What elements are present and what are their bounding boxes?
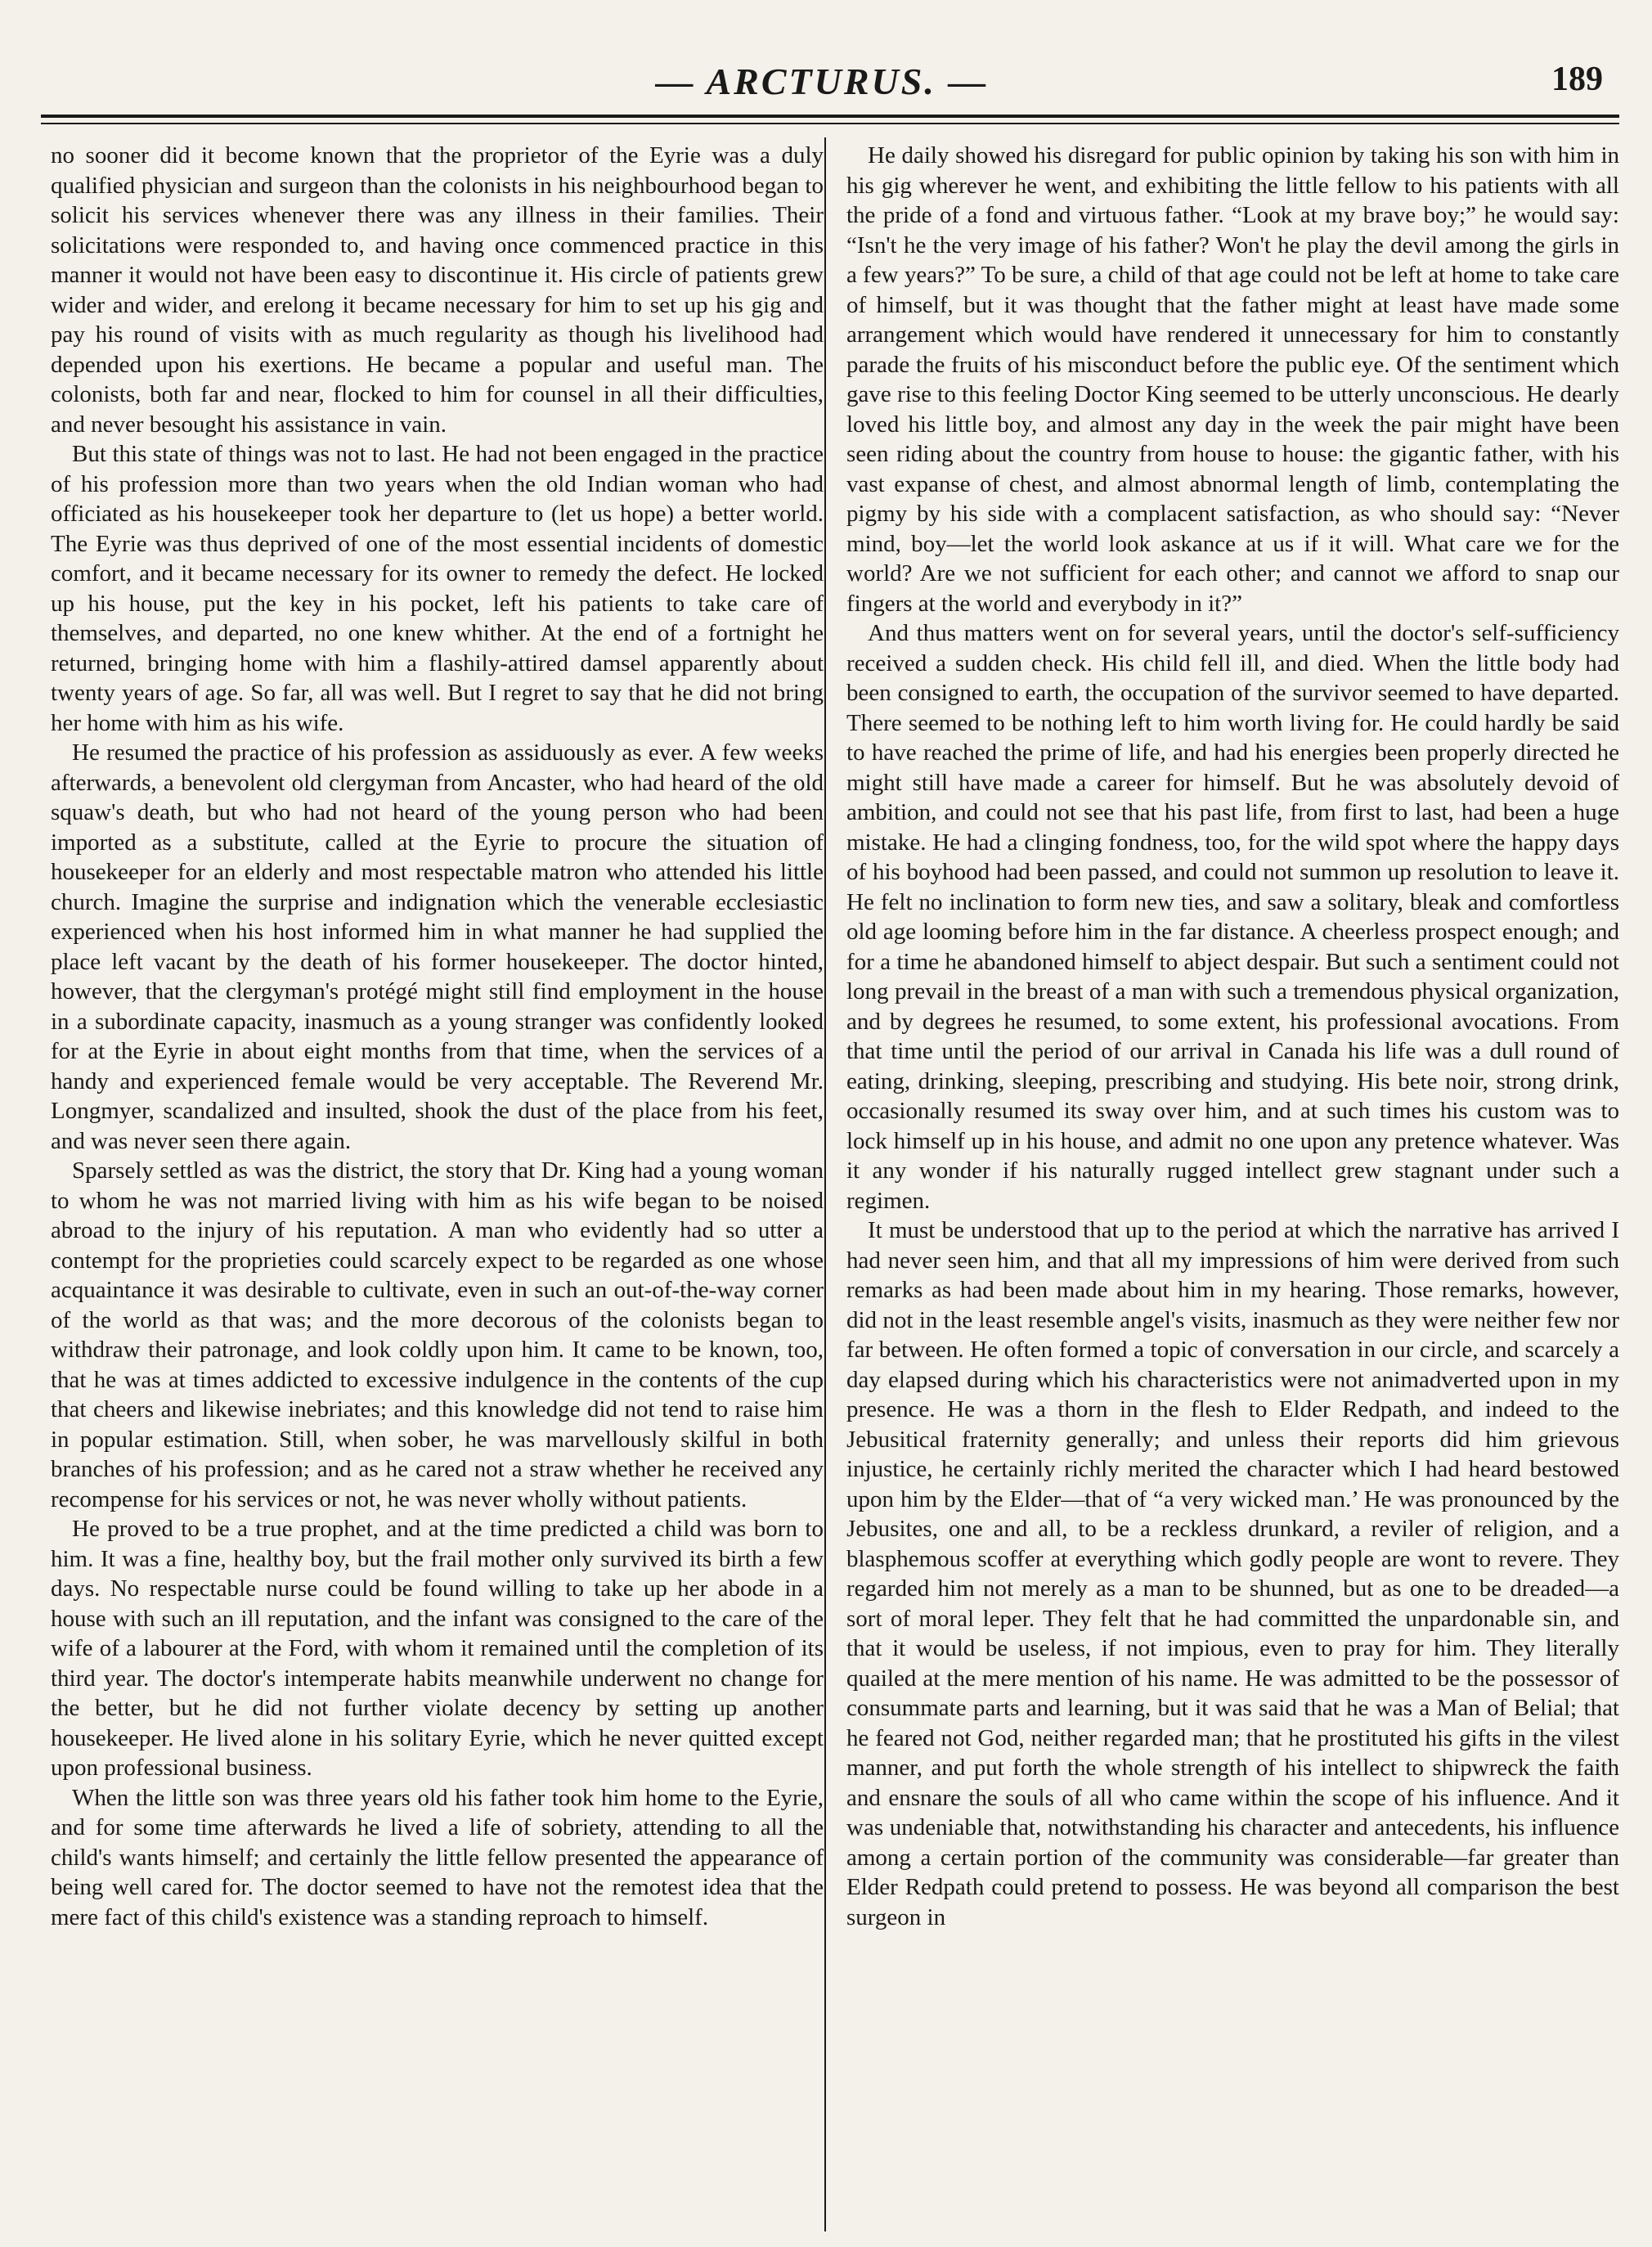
page-header <box>41 45 1603 102</box>
paragraph: Sparsely settled as was the district, the story that Dr. King had a young woman to whom he was not married living with him as his wife began to be noised abroad to the injury of his reputation. A man who evidently had so utter a contempt for the proprieties could scarcely expect to be regarded as one whose acquaintance it was desirable to cultivate, even in such an out-of-the-way corner of the world as that was; and the more decorous of the colonists began to withdraw their patronage, and look coldly upon him. It came to be known, too, that he was at times addicted to excessive indulgence in the contents of the cup that cheers and likewise inebriates; and this knowledge did not tend to raise him in popular estimation. Still, when sober, he was marvellously skilful in both branches of his profession; and as he cared not a straw whether he received any recompense for his services or not, he was never wholly without patients. <box>51 1157 824 1512</box>
paragraph: But this state of things was not to last. He had not been engaged in the practice of his profession more than two years when the old Indian woman who had officiated as his housekeeper took her departure to (let us hope) a better world. The Eyrie was thus deprived of one of the most essential incidents of domestic comfort, and it became necessary for its owner to remedy the defect. He locked up his house, put the key in his pocket, left his patients to take care of themselves, and departed, no one knew whither. At the end of a fortnight he returned, bringing home with him a flashily-attired damsel apparently about twenty years of age. So far, all was well. But I regret to say that he did not bring her home with him as his wife. <box>51 441 824 736</box>
paragraph: And thus matters went on for several years, until the doctor's self-sufficiency received a sudden check. His child fell ill, and died. When the little body had been consigned to earth, the occupation of the survivor seemed to have departed. There seemed to be nothing left to him worth living for. He could hardly be said to have reached the prime of life, and had his energies been properly directed he might still have made a career for himself. But he was absolutely devoid of ambition, and could not see that his past life, from first to last, had been a huge mistake. He had a clinging fondness, too, for the wild spot where the happy days of his boyhood had been passed, and could not summon up resolution to leave it. He felt no inclination to form new ties, and saw a solitary, bleak and comfortless old age looming before him in the far distance. A cheerless prospect enough; and for a time he abandoned himself to abject despair. But such a sentiment could not long prevail in the breast of a man with such a tremendous physical organization, and by degrees he resumed, to some extent, his professional avocations. From that time until the period of our arrival in Canada his life was a dull round of eating, drinking, sleeping, prescribing and studying. His bete noir, strong drink, occasionally resumed its sway over him, and at such times his custom was to lock himself up in his house, and admit no one upon any pretence whatever. Was it any wonder if his naturally rugged intellect grew stagnant under such a regimen. <box>846 620 1619 1214</box>
page-number: 189 <box>1551 61 1603 98</box>
paragraph: no sooner did it become known that the proprietor of the Eyrie was a duly qualified physician and surgeon than the colonists in his neighbourhood began to solicit his services whenever there was any illness in their families. Their solicitations were responded to, and having once commenced practice in this manner it would not have been easy to discontinue it. His circle of patients grew wider and wider, and erelong it became necessary for him to set up his gig and pay his round of visits with as much regularity as though his livelihood had depended upon his exertions. He became a popular and useful man. The colonists, both far and near, flocked to him for counsel in all their difficulties, and never besought his assistance in vain. <box>51 142 824 438</box>
running-title: — ARCTURUS. — <box>655 61 989 102</box>
paragraph: He proved to be a true prophet, and at the time predicted a child was born to him. It was a fine, healthy boy, but the frail mother only survived its birth a few days. No respectable nurse could be found willing to take up her abode in a house with such an ill reputation, and the infant was consigned to the care of the wife of a labourer at the Ford, with whom it remained until the completion of its third year. The doctor's intemperate habits meanwhile underwent no change for the better, but he did not further violate decency by setting up another housekeeper. He lived alone in his solitary Eyrie, which he never quitted except upon professional business. <box>51 1516 824 1781</box>
paragraph: It must be understood that up to the period at which the narrative has arrived I had never seen him, and that all my impressions of him were derived from such remarks as had been made about him in my hearing. Those remarks, however, did not in the least resemble angel's visits, inasmuch as they were neither few nor far between. He often formed a topic of conversation in our circle, and scarcely a day elapsed during which his characteristics were not animadverted upon in my presence. He was a thorn in the flesh to Elder Redpath, and indeed to the Jebusitical fraternity generally; and unless their reports did him grievous injustice, he certainly richly merited the character which I had heard bestowed upon him by the Elder—that of “a very wicked man.’ He was pronounced by the Jebusites, one and all, to be a reckless drunkard, a reviler of religion, and a blasphemous scoffer at everything which godly people are wont to revere. They regarded him not merely as a man to be shunned, but as one to be dreaded—a sort of moral leper. They felt that he had committed the unpardonable sin, and that it would be useless, if not impious, even to pray for him. They literally quailed at the mere mention of his name. He was admitted to be the possessor of consummate parts and learning, but it was said that he was a Man of Belial; that he feared not God, neither regarded man; that he prostituted his gifts in the vilest manner, and put forth the whole strength of his intellect to shipwreck the faith and ensnare the souls of all who came within the scope of his influence. And it was undeniable that, notwithstanding his character and antecedents, his influence among a certain portion of the community was considerable—far greater than Elder Redpath could pretend to possess. He was beyond all comparison the best surgeon in <box>846 1217 1619 1930</box>
paragraph: He daily showed his disregard for public opinion by taking his son with him in his gig wherever he went, and exhibiting the little fellow to his patients with all the pride of a fond and virtuous father. “Look at my brave boy;” he would say: “Isn't he the very image of his father? Won't he play the devil among the girls in a few years?” To be sure, a child of that age could not be left at home to take care of himself, but it was thought that the father might at least have made some arrangement which would have rendered it unnecessary for him to constantly parade the fruits of his misconduct before the public eye. Of the sentiment which gave rise to this feeling Doctor King seemed to be utterly unconscious. He dearly loved his little boy, and almost any day in the week the pair might have been seen riding about the country from house to house: the gigantic father, with his vast expanse of chest, and almost abnormal length of limb, contemplating the pigmy by his side with a complacent satisfaction, as who should say: “Never mind, boy—let the world look askance at us if it will. What care we for the world? Are we not sufficient for each other; and cannot we afford to snap our fingers at the world and everybody in it?” <box>846 142 1619 617</box>
paragraph: He resumed the practice of his profession as assiduously as ever. A few weeks afterwards, a benevolent old clergyman from Ancaster, who had heard of the old squaw's death, but who had not heard of the young person who had been imported as a substitute, called at the Eyrie to procure the situation of housekeeper for an elderly and most respectable matron who attended his little church. Imagine the surprise and indignation which the venerable ecclesiastic experienced when his host informed him in what manner he had supplied the place left vacant by the death of his former housekeeper. The doctor hinted, however, that the clergyman's protégé might still find employment in the house in a subordinate capacity, inasmuch as a young stranger was confidently looked for at the Eyrie in about eight months from that time, when the services of a handy and experienced female would be very acceptable. The Reverend Mr. Longmyer, scandalized and insulted, shook the dust of the place from his feet, and was never seen there again. <box>51 739 824 1154</box>
left-column <box>51 141 824 2210</box>
header-rule-thin <box>41 123 1619 124</box>
right-column <box>846 141 1619 2210</box>
column-divider <box>824 137 826 2231</box>
paragraph: When the little son was three years old his father took him home to the Eyrie, and for some time afterwards he lived a life of sobriety, attending to all the child's wants himself; and certainly the little fellow presented the appearance of being well cared for. The doctor seemed to have not the remotest idea that the mere fact of this child's existence was a standing reproach to himself. <box>51 1784 824 1930</box>
header-rule <box>41 115 1619 118</box>
